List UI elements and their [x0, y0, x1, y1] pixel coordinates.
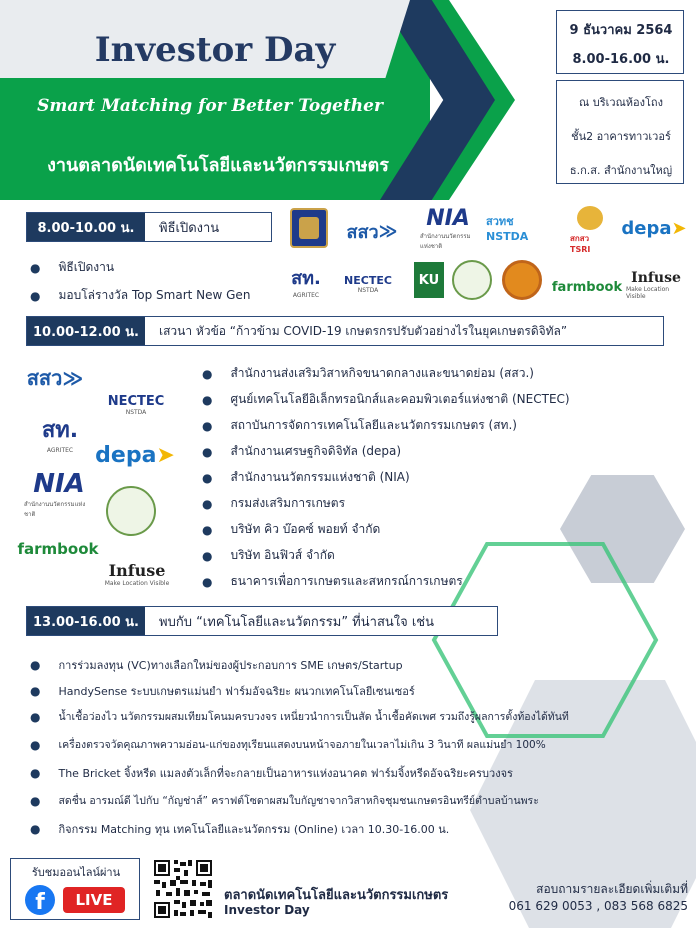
bullet-icon: ● — [30, 658, 41, 672]
live-stream-box[interactable] — [10, 858, 140, 920]
section-time: 10.00-12.00 น. — [27, 317, 145, 345]
footer-subtitle: Investor Day — [224, 903, 310, 917]
live-badge[interactable]: LIVE — [63, 887, 125, 913]
contact-phones[interactable]: 061 629 0053 , 083 568 6825 — [508, 899, 688, 913]
bullet-icon: ● — [30, 822, 41, 836]
list-item: ● HandySense ระบบเกษตรแม่นยำ ฟาร์มอัจฉริยะ ผนวกเทคโนโลยีเซนเซอร์ — [30, 684, 415, 698]
bullet-icon: ● — [202, 444, 213, 459]
list-item: ● กรมส่งเสริมการเกษตร — [202, 496, 346, 511]
page-title: Investor Day — [94, 30, 336, 70]
bullet-icon: ● — [30, 684, 41, 698]
nstda-logo-icon: สวทช NSTDA — [486, 214, 529, 243]
list-item: ● สดชื่น อารมณ์ดี ไปกับ “กัญช่าส์” คราฟต์โซดาผสมใบกัญชาจากวิสาหกิจชุมชนเกษตรอินทรีย์ตำบลบ้านพระ — [30, 793, 539, 808]
bullet-icon: ● — [30, 260, 41, 275]
list-item: ● เครื่องตรวจวัดคุณภาพความอ่อน-แก่ของทุเรียนแสดงบนหน้าจอภายในเวลาไม่เกิน 3 วินาที ผลแม่นยำ 100% — [30, 737, 546, 752]
tsri-logo-icon: สกสว TSRI — [570, 206, 610, 254]
section-seminar-header — [26, 316, 664, 346]
list-item: ● มอบโล่รางวัล Top Smart New Gen — [30, 288, 251, 303]
location-line: ชั้น2 อาคารทาวเวอร์ — [571, 130, 671, 143]
section-time: 8.00-10.00 น. — [27, 213, 145, 241]
section-opening-header — [26, 212, 272, 242]
seal-logo-icon — [502, 260, 542, 300]
ku-logo-icon: KU — [414, 262, 444, 298]
bullet-icon: ● — [30, 288, 41, 303]
bullet-icon: ● — [202, 470, 213, 485]
baac-logo-icon — [290, 208, 328, 248]
infuse-logo-icon: Infuse Make Location Visible — [626, 270, 681, 300]
section-showcase-header — [26, 606, 498, 636]
agritec-logo-icon: สท. AGRITEC — [41, 418, 79, 454]
depa-logo-icon: depa ➤ — [621, 217, 687, 239]
location-box — [556, 80, 684, 184]
agritec-logo-icon: สท. AGRITEC — [291, 268, 321, 299]
bullet-icon: ● — [202, 366, 213, 381]
event-date: 9 ธันวาคม 2564 — [569, 23, 673, 38]
list-item: ● น้ำเชื้อว่องไว นวัตกรรมผสมเทียมโคนมครบวงจร เหนี่ยวนำการเป็นสัด น้ำเชื้อคัดเพศ รวมถึงรู้ผลการตั้งท้องได้ทันที — [30, 709, 569, 724]
bullet-icon: ● — [202, 548, 213, 563]
section-title: พิธีเปิดงาน — [159, 220, 220, 236]
farmbook-logo-icon: farmbook — [551, 279, 623, 295]
doae-logo-icon — [106, 486, 156, 536]
bullet-icon: ● — [30, 766, 41, 780]
nectec-logo-icon: NECTEC NSTDA — [344, 274, 392, 294]
section-time: 13.00-16.00 น. — [27, 607, 145, 635]
bullet-icon: ● — [30, 737, 41, 752]
bullet-icon: ● — [30, 793, 41, 808]
infuse-logo-icon: Infuse Make Location Visible — [104, 561, 170, 587]
nia-logo-icon: NIA สำนักงานนวัตกรรมแห่งชาติ — [24, 469, 86, 518]
bullet-icon: ● — [202, 392, 213, 407]
list-item: ● การร่วมลงทุน (VC)ทางเลือกใหม่ของผู้ประกอบการ SME เกษตร/Startup — [30, 658, 403, 672]
bullet-icon: ● — [202, 522, 213, 537]
contact-label: สอบถามรายละเอียดเพิ่มเติมที่ — [536, 882, 688, 896]
date-box — [556, 10, 684, 74]
event-time: 8.00-16.00 น. — [572, 52, 670, 67]
list-item: ● สำนักงานเศรษฐกิจดิจิทัล (depa) — [202, 444, 402, 459]
sme-logo-icon: สสว ≫ — [346, 220, 398, 243]
bullet-icon: ● — [202, 574, 213, 589]
section-title: เสวนา หัวข้อ “ก้าวข้าม COVID-19 เกษตรกรปรับตัวอย่างไรในยุคเกษตรดิจิทัล” — [159, 323, 568, 338]
bullet-icon: ● — [202, 418, 213, 433]
list-item: ● สำนักงานส่งเสริมวิสาหกิจขนาดกลางและขนาดย่อม (สสว.) — [202, 366, 534, 381]
sme-logo-icon: สสว ≫ — [26, 366, 84, 390]
list-item: ● สถาบันการจัดการเทคโนโลยีและนวัตกรรมเกษตร (สท.) — [202, 418, 517, 433]
list-item: ● ธนาคารเพื่อการเกษตรและสหกรณ์การเกษตร — [202, 574, 463, 589]
list-item: ● พิธีเปิดงาน — [30, 260, 115, 275]
list-item: ● บริษัท คิว บ๊อคซ์ พอยท์ จำกัด — [202, 522, 381, 537]
nectec-logo-icon: NECTEC NSTDA — [107, 394, 165, 416]
live-label: รับชมออนไลน์ผ่าน — [31, 866, 121, 879]
facebook-icon[interactable]: f — [25, 885, 55, 915]
list-item: ● สำนักงานนวัตกรรมแห่งชาติ (NIA) — [202, 470, 410, 485]
nia-logo-icon: NIA สำนักงานนวัตกรรมแห่งชาติ — [420, 205, 471, 250]
qr-code-icon[interactable] — [152, 858, 214, 920]
list-item: ● ศูนย์เทคโนโลยีอิเล็กทรอนิกส์และคอมพิวเตอร์แห่งชาติ (NECTEC) — [202, 392, 570, 407]
doae-logo-icon — [452, 260, 492, 300]
depa-logo-icon: depa ➤ — [95, 442, 175, 468]
location-line: ธ.ก.ส. สำนักงานใหญ่ — [569, 164, 673, 177]
section-title: พบกับ “เทคโนโลยีและนวัตกรรม” ที่น่าสนใจ เช่น — [159, 614, 435, 630]
bullet-icon: ● — [30, 709, 41, 724]
list-item: ● The Bricket จิ้งหรีด แมลงตัวเล็กที่จะกลายเป็นอาหารแห่งอนาคต ฟาร์มจิ้งหรีดอัจฉริยะครบวงจร — [30, 766, 513, 780]
farmbook-logo-icon: farmbook — [17, 540, 99, 558]
list-item: ● บริษัท อินฟิวส์ จำกัด — [202, 548, 335, 563]
thai-event-title: งานตลาดนัดเทคโนโลยีและนวัตกรรมเกษตร — [47, 155, 389, 176]
location-line: ณ บริเวณห้องโถง — [579, 96, 663, 109]
bullet-icon: ● — [202, 496, 213, 511]
list-item: ● กิจกรรม Matching ทุน เทคโนโลยีและนวัตกรรม (Online) เวลา 10.30-16.00 น. — [30, 822, 450, 836]
footer-title: ตลาดนัดเทคโนโลยีและนวัตกรรมเกษตร — [224, 888, 449, 903]
page-subtitle: Smart Matching for Better Together — [37, 96, 383, 116]
